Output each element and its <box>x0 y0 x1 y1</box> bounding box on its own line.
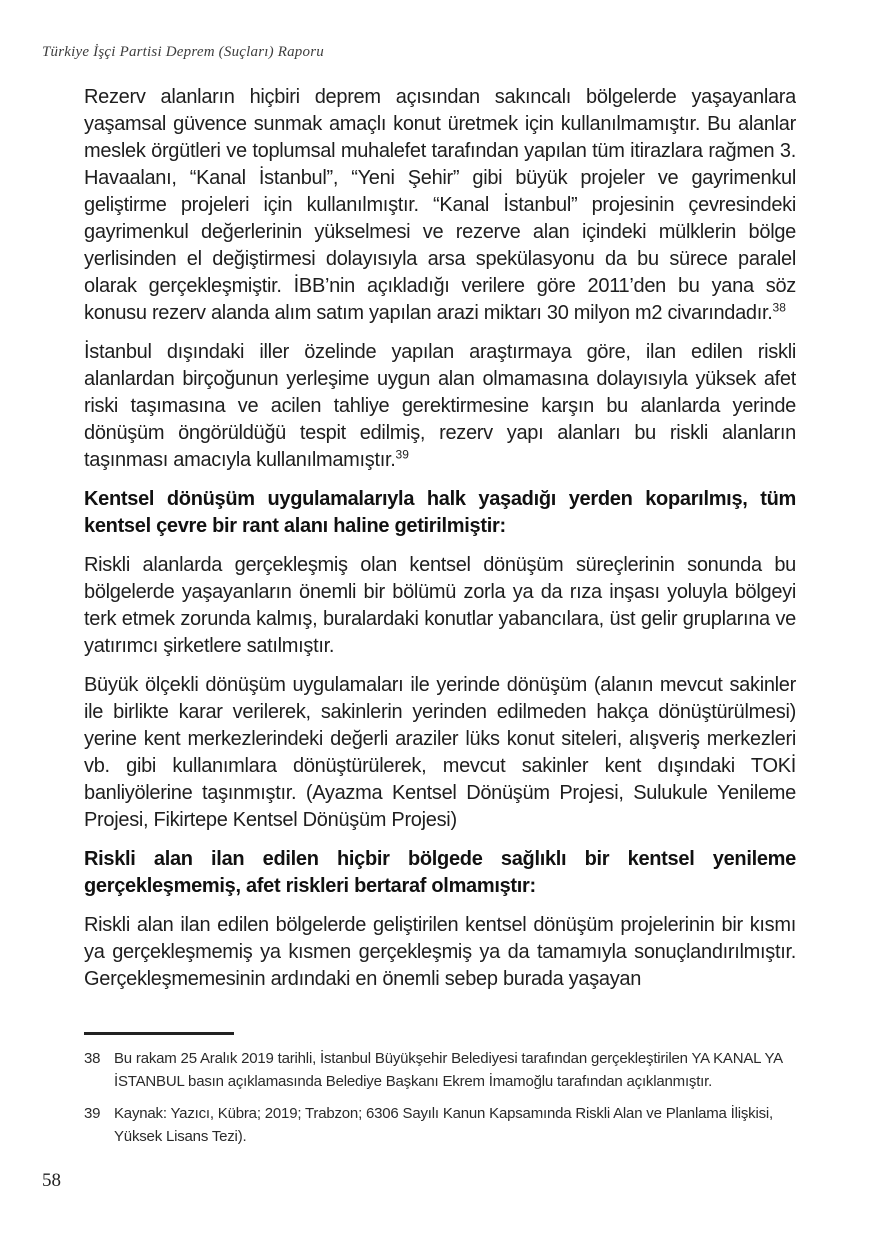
running-header: Türkiye İşçi Partisi Deprem (Suçları) Raporu <box>42 44 324 60</box>
footnote-text: Kaynak: Yazıcı, Kübra; 2019; Trabzon; 6306 Sayılı Kanun Kapsamında Riskli Alan ve Planlama İlişkisi, Yüksek Lisans Tezi). <box>114 1105 773 1145</box>
paragraph-text: İstanbul dışındaki iller özelinde yapılan araştırmaya göre, ilan edilen riskli alanlardan birçoğunun yerleşime uygun alan olmamasına dolayısıyla yüksek afet riski taşımasına ve acilen tahliye gerektirmesine karşın bu alanlarda yerinde dönüşüm öngörüldüğü tespit edilmiş, rezerv yapı alanları bu riskli alanların taşınması amacıyla kullanılmamıştır. <box>84 341 796 471</box>
page-content <box>84 84 796 1034</box>
paragraph-rezerv-alanlar <box>84 84 796 327</box>
footnote-separator <box>84 1032 234 1035</box>
footnote-text: Bu rakam 25 Aralık 2019 tarihli, İstanbul Büyükşehir Belediyesi tarafından gerçekleştirilen YA KANAL YA İSTANBUL basın açıklamasında Belediye Başkanı Ekrem İmamoğlu tarafından açıklanmıştır. <box>114 1050 783 1090</box>
footnote-number: 38 <box>84 1050 101 1067</box>
paragraph-riskli-alanlarda: Riskli alanlarda gerçekleşmiş olan kentsel dönüşüm süreçlerinin sonunda bu bölgelerde yaşayanların önemli bir bölümü zorla ya da rıza inşası yoluyla bölgeyi terk etmek zorunda kalmış, buralardaki konutlar yabancılara, üst gelir gruplarına ve yatırımcı şirketlere satılmıştır. <box>84 554 796 657</box>
paragraph-text: Rezerv alanların hiçbiri deprem açısından sakıncalı bölgelerde yaşayanlara yaşamsal güvence sunmak amaçlı konut üretmek için kullanılmamıştır. Bu alanlar meslek örgütleri ve toplumsal muhalefet tarafından yapılan tüm itirazlara rağmen 3. Havaalanı, “Kanal İstanbul”, “Yeni Şehir” gibi büyük projeler ve gayrimenkul geliştirme projeleri için kullanılmıştır. “Kanal İstanbul” projesinin çevresindeki gayrimenkul değerlerinin yükselmesi ve rezerve alan içindeki mülklerin bölge yerlisinden el değiştirmesi dolayısıyla arsa spekülasyonu da bu sürece paralel olarak gerçekleşmiştir. İBB’nin açıkladığı verilere göre 2011’den bu yana söz konusu rezerv alanda alım satım yapılan arazi miktarı 30 milyon m2 civarındadır. <box>84 86 796 324</box>
page-number: 58 <box>42 1170 61 1191</box>
footnote-38 <box>84 1047 796 1093</box>
footnote-area <box>84 1032 796 1157</box>
heading-kentsel-donusum: Kentsel dönüşüm uygulamalarıyla halk yaşadığı yerden koparılmış, tüm kentsel çevre bir rant alanı haline getirilmiştir: <box>84 488 796 537</box>
paragraph-buyuk-olcekli: Büyük ölçekli dönüşüm uygulamaları ile yerinde dönüşüm (alanın mevcut sakinler ile birlikte karar verilerek, sakinlerin yerinden edilmeden hakça dönüştürülmesi) yerine kent merkezlerindeki değerli araziler lüks konut siteleri, alışveriş merkezleri vb. gibi kullanımlara dönüştürülerek, mevcut sakinler kent dışındaki TOKİ banliyölerine taşınmıştır. (Ayazma Kentsel Dönüşüm Projesi, Sulukule Yenileme Projesi, Fikirtepe Kentsel Dönüşüm Projesi) <box>84 674 796 831</box>
heading-riskli-alan-ilan: Riskli alan ilan edilen hiçbir bölgede sağlıklı bir kentsel yenileme gerçekleşmemiş, afet riskleri bertaraf olmamıştır: <box>84 848 796 897</box>
paragraph-istanbul-disi-iller <box>84 339 796 474</box>
footnote-ref-39: 39 <box>395 447 409 462</box>
footnote-ref-38: 38 <box>772 300 786 315</box>
footnote-39 <box>84 1102 796 1148</box>
paragraph-riskli-alan-projeleri: Riskli alan ilan edilen bölgelerde geliştirilen kentsel dönüşüm projelerinin bir kısmı ya gerçekleşmemiş ya kısmen gerçekleşmiş ya da tamamıyla sonuçlandırılmıştır. Gerçekleşmemesinin ardındaki en önemli sebep burada yaşayan <box>84 914 796 990</box>
footnote-number: 39 <box>84 1105 101 1122</box>
